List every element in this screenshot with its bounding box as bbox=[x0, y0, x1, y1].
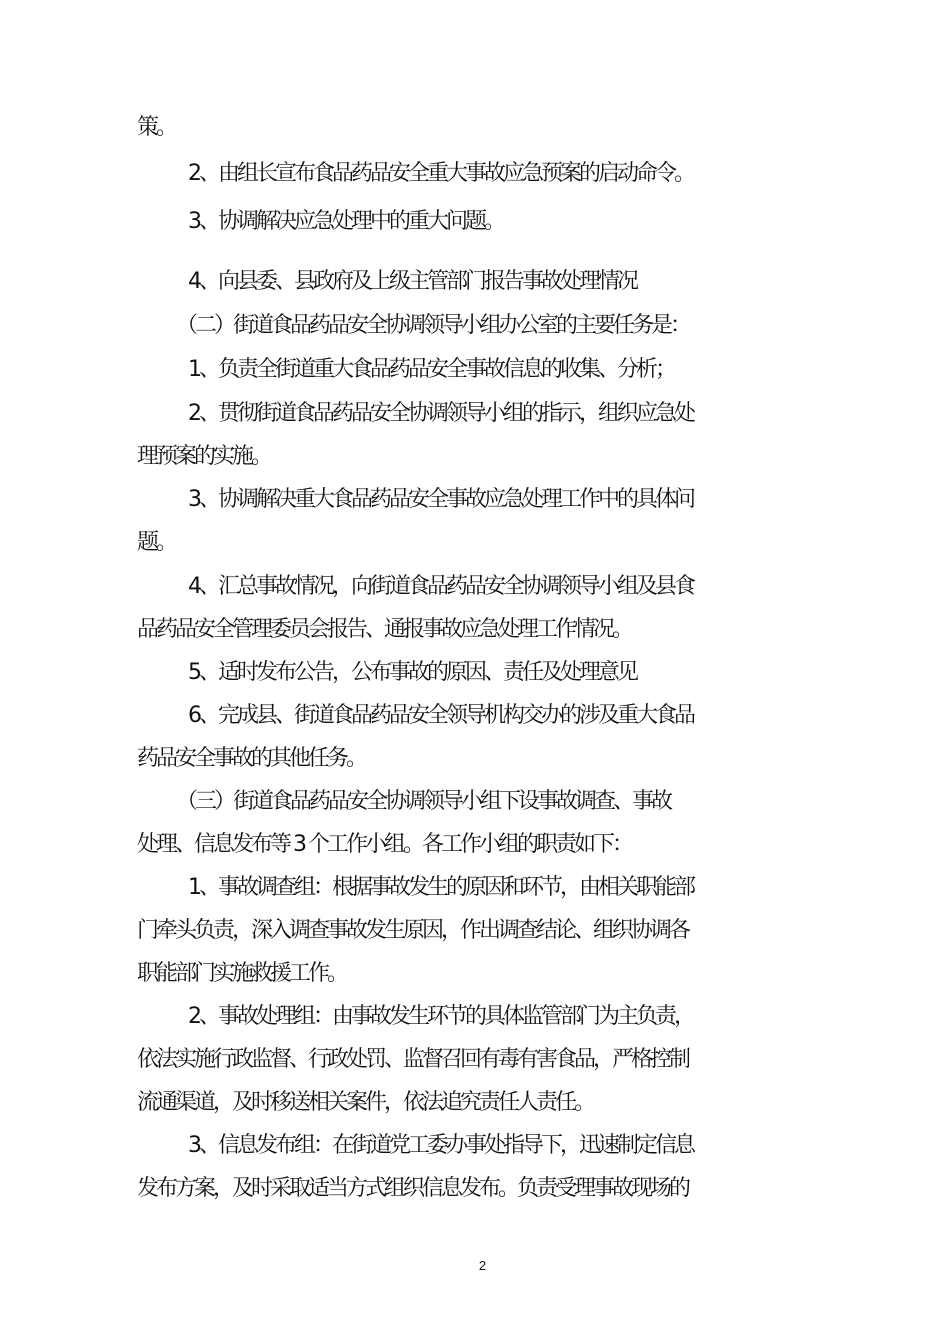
text-line: 依法实施行政监督、行政处罚、监督召回有毒有害食品，严格控制 bbox=[137, 1047, 689, 1072]
text-line: 6、完成县、街道食品药品安全领导机构交办的涉及重大食品 bbox=[188, 703, 693, 728]
text-line: 2、事故处理组：由事故发生环节的具体监管部门为主负责， bbox=[188, 1004, 693, 1029]
text-line: 3、协调解决重大食品药品安全事故应急处理工作中的具体问 bbox=[188, 487, 693, 512]
text-line: 4、向县委、县政府及上级主管部门报告事故处理情况 bbox=[188, 269, 636, 294]
text-line: 5、适时发布公告，公布事故的原因、责任及处理意见 bbox=[188, 660, 636, 685]
text-line: 发布方案，及时采取适当方式组织信息发布。负责受理事故现场的 bbox=[137, 1176, 689, 1201]
text-line: 策。 bbox=[137, 115, 176, 140]
text-line: 2、贯彻街道食品药品安全协调领导小组的指示，组织应急处 bbox=[188, 401, 693, 426]
text-line: 题。 bbox=[137, 530, 176, 555]
page-number: 2 bbox=[478, 1258, 487, 1273]
section-heading: （三）街道食品药品安全协调领导小组下设事故调查、事故 bbox=[176, 789, 671, 814]
text-line: 门牵头负责，深入调查事故发生原因，作出调查结论、组织协调各 bbox=[137, 918, 689, 943]
text-line: 药品安全事故的其他任务。 bbox=[137, 746, 366, 771]
text-line: 品药品安全管理委员会报告、通报事故应急处理工作情况。 bbox=[137, 617, 632, 642]
text-line: 1、事故调查组：根据事故发生的原因和环节，由相关职能部 bbox=[188, 875, 693, 900]
section-heading: （二）街道食品药品安全协调领导小组办公室的主要任务是： bbox=[176, 313, 690, 338]
text-line: 流通渠道，及时移送相关案件，依法追究责任人责任。 bbox=[137, 1090, 594, 1115]
text-line: 1、负责全街道重大食品药品安全事故信息的收集、分析； bbox=[188, 357, 674, 382]
text-line: 理预案的实施。 bbox=[137, 444, 271, 469]
text-line: 4、汇总事故情况，向街道食品药品安全协调领导小组及县食 bbox=[188, 574, 693, 599]
text-line: 职能部门实施救援工作。 bbox=[137, 961, 347, 986]
text-line: 2、由组长宣布食品药品安全重大事故应急预案的启动命令。 bbox=[188, 161, 693, 186]
text-line: 3、信息发布组：在街道党工委办事处指导下，迅速制定信息 bbox=[188, 1133, 693, 1158]
text-line: 处理、信息发布等 3 个工作小组。各工作小组的职责如下： bbox=[137, 832, 631, 857]
text-line: 3、协调解决应急处理中的重大问题。 bbox=[188, 209, 503, 234]
